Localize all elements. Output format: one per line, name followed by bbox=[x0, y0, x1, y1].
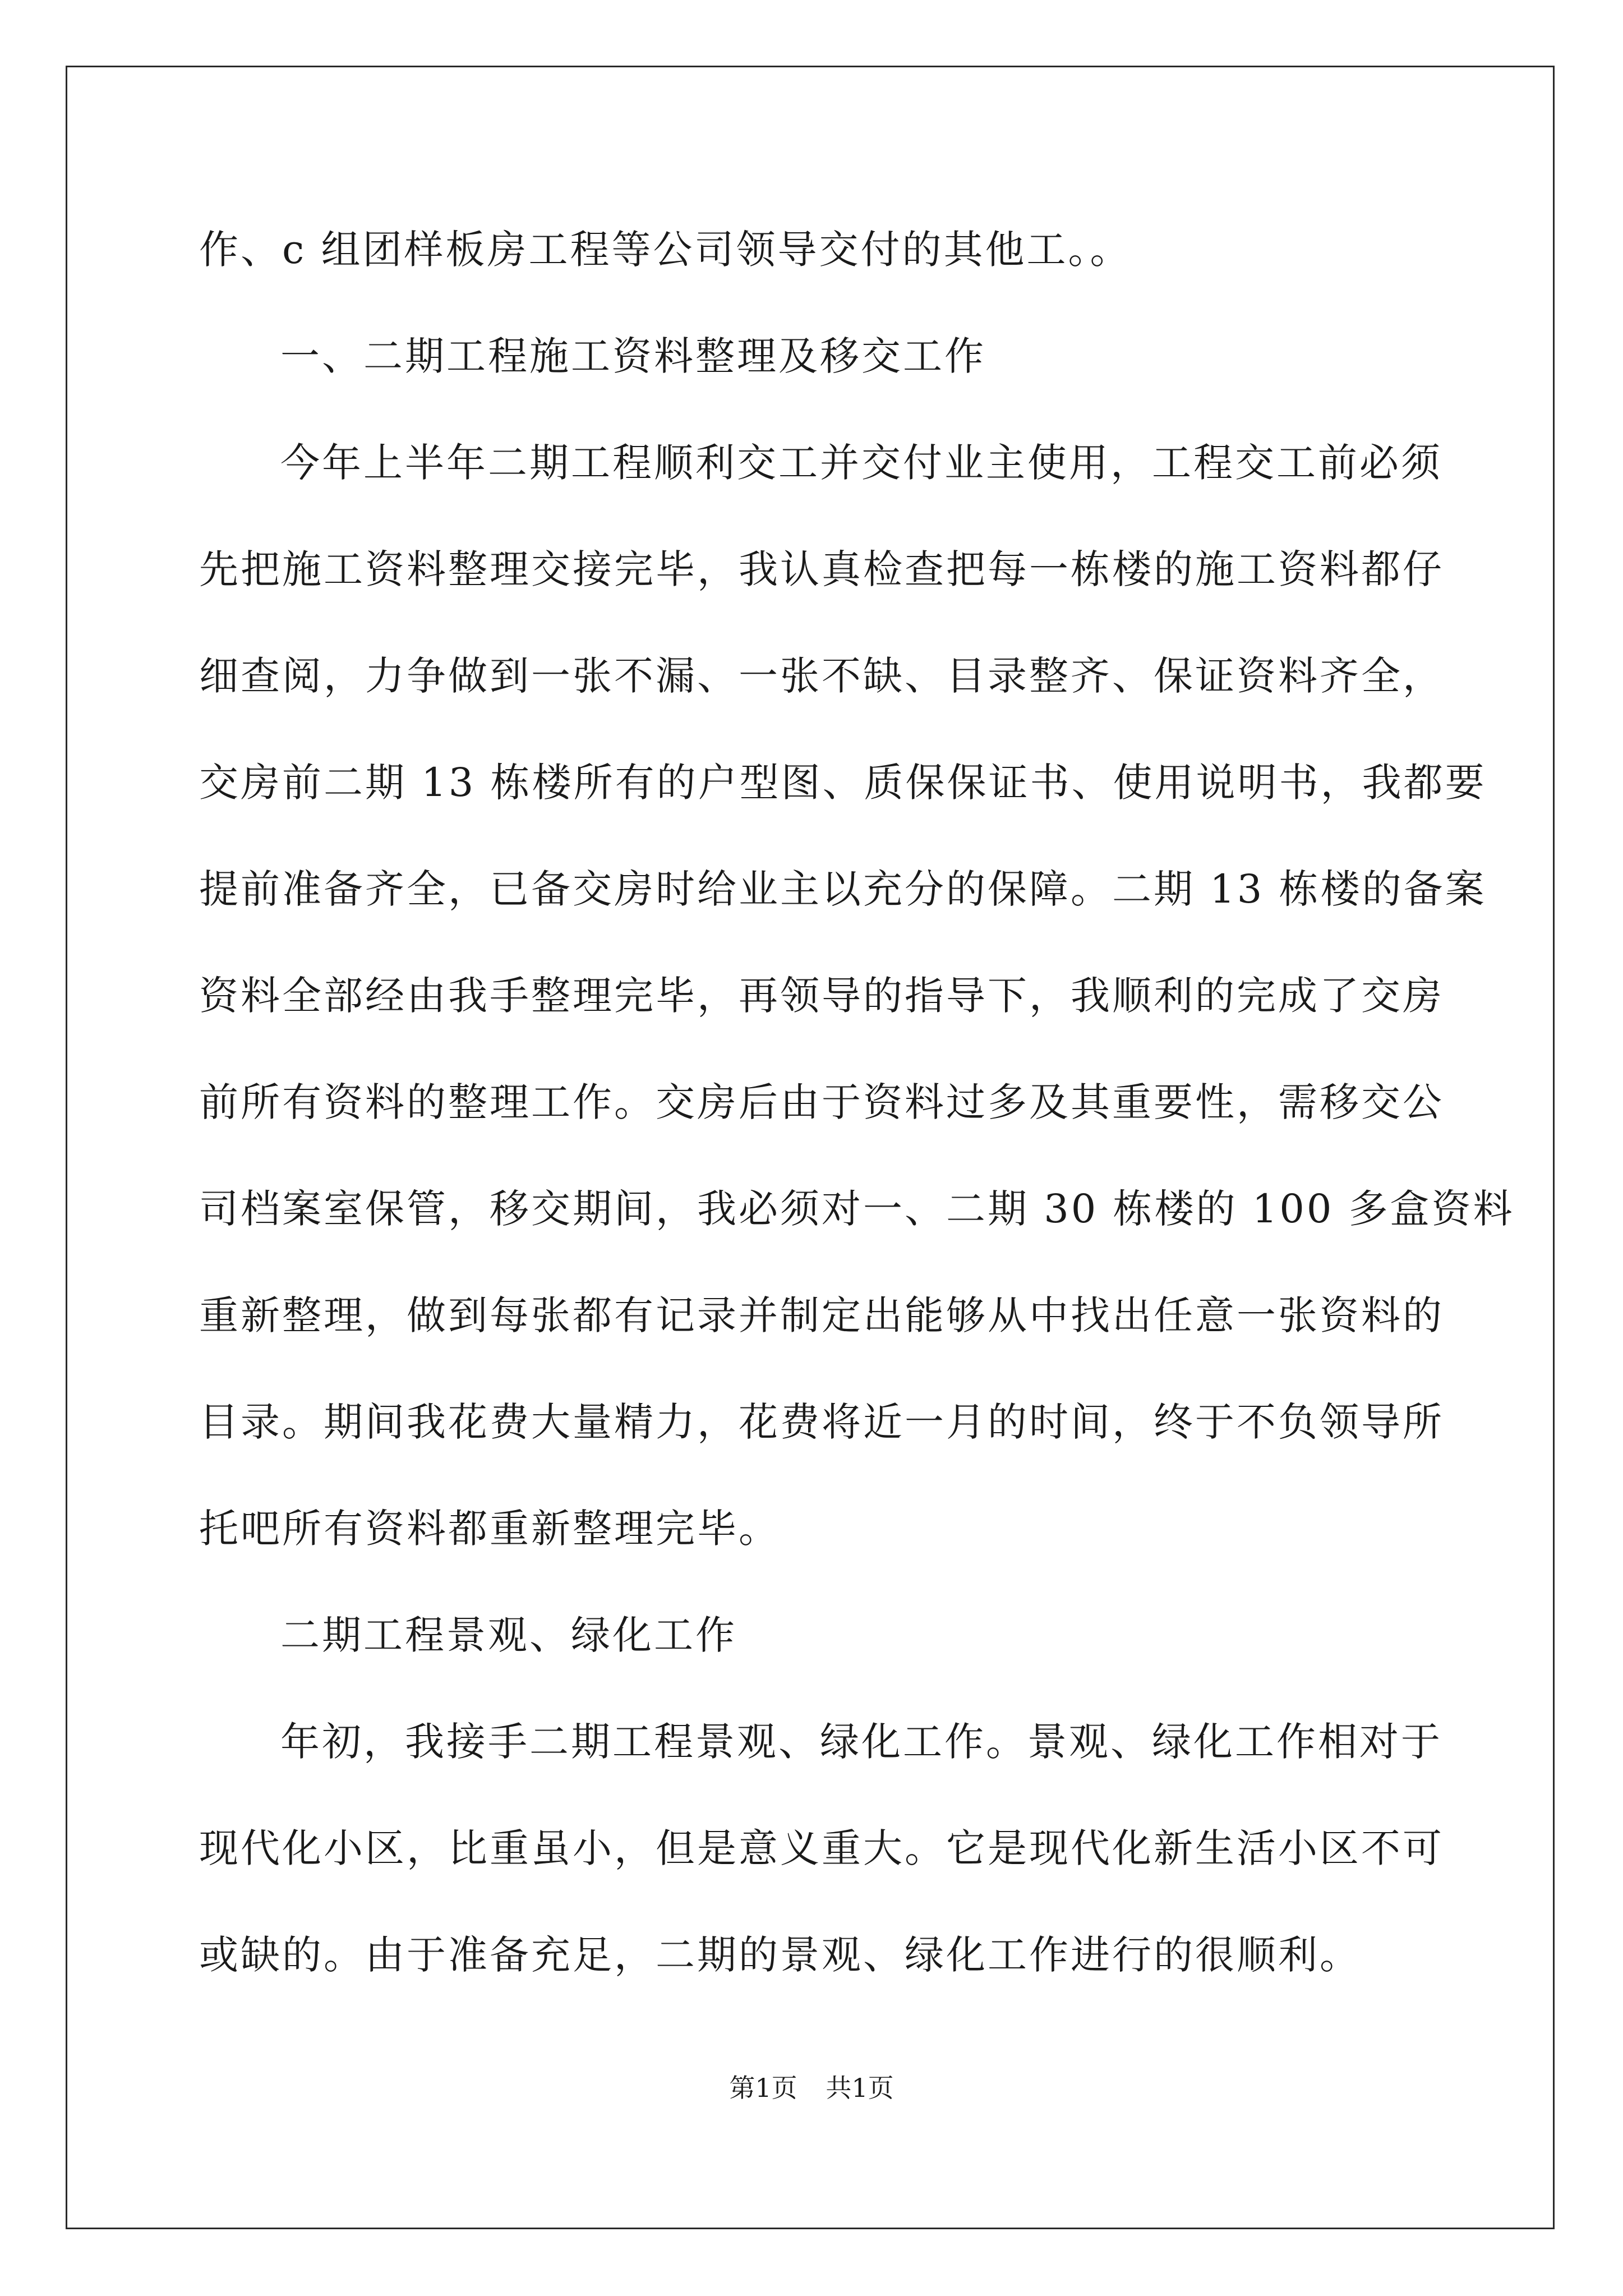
page-total: 共1页 bbox=[826, 2073, 894, 2103]
text-line: 今年上半年二期工程顺利交工并交付业主使用，工程交工前必须 bbox=[280, 440, 1442, 486]
text-line: 资料全部经由我手整理完毕，再领导的指导下，我顺利的完成了交房 bbox=[199, 973, 1444, 1019]
text-line: 先把施工资料整理交接完毕，我认真检查把每一栋楼的施工资料都仔 bbox=[199, 546, 1444, 592]
text-line: 托吧所有资料都重新整理完毕。 bbox=[199, 1506, 780, 1552]
text-line: 交房前二期 13 栋楼所有的户型图、质保保证书、使用说明书，我都要 bbox=[199, 760, 1487, 806]
page-footer bbox=[0, 2071, 1623, 2105]
page-number: 第1页 bbox=[729, 2073, 797, 2103]
section-heading: 二期工程景观、绿化工作 bbox=[280, 1612, 737, 1658]
text-line: 作、c 组团样板房工程等公司领导交付的其他工。。 bbox=[199, 227, 1132, 273]
text-line: 目录。期间我花费大量精力，花费将近一月的时间，终于不负领导所 bbox=[199, 1399, 1444, 1445]
document-body bbox=[199, 216, 1515, 2028]
section-heading: 一、二期工程施工资料整理及移交工作 bbox=[280, 333, 986, 379]
text-line: 提前准备齐全，已备交房时给业主以充分的保障。二期 13 栋楼的备案 bbox=[199, 866, 1487, 912]
text-line: 前所有资料的整理工作。交房后由于资料过多及其重要性，需移交公 bbox=[199, 1079, 1444, 1125]
text-line: 细查阅，力争做到一张不漏、一张不缺、目录整齐、保证资料齐全， bbox=[199, 653, 1444, 699]
text-line: 司档案室保管，移交期间，我必须对一、二期 30 栋楼的 100 多盒资料 bbox=[199, 1186, 1515, 1232]
text-line: 现代化小区，比重虽小，但是意义重大。它是现代化新生活小区不可 bbox=[199, 1825, 1444, 1871]
text-line: 重新整理，做到每张都有记录并制定出能够从中找出任意一张资料的 bbox=[199, 1292, 1444, 1338]
text-line: 或缺的。由于准备充足，二期的景观、绿化工作进行的很顺利。 bbox=[199, 1932, 1361, 1978]
text-line: 年初，我接手二期工程景观、绿化工作。景观、绿化工作相对于 bbox=[280, 1719, 1442, 1765]
